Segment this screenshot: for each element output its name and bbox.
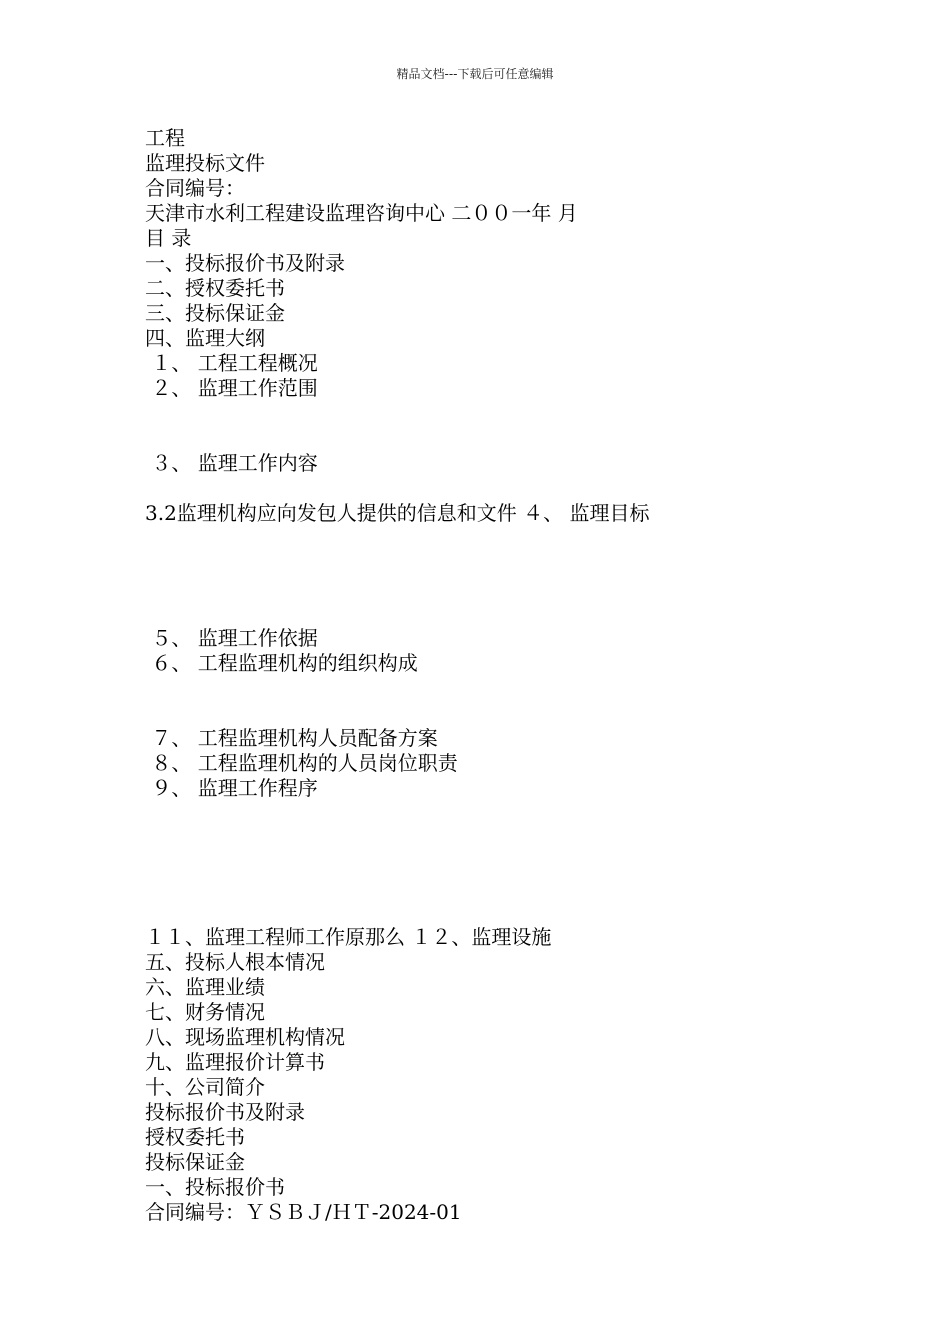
toc-item: 一、投标报价书及附录 <box>145 251 345 275</box>
title-project: 工程 <box>145 126 185 150</box>
toc-subitem: ３、 监理工作内容 <box>145 451 318 475</box>
section-title: 授权委托书 <box>145 1125 245 1149</box>
toc-subitem: ５、 监理工作依据 <box>145 626 318 650</box>
toc-subitem: ９、 监理工作程序 <box>145 776 318 800</box>
issuer-and-date: 天津市水利工程建设监理咨询中心 二００一年 月 <box>145 201 578 225</box>
toc-item: 五、投标人根本情况 <box>145 950 325 974</box>
toc-item: 十、公司简介 <box>145 1075 265 1099</box>
toc-item: 六、监理业绩 <box>145 975 265 999</box>
toc-item: 八、现场监理机构情况 <box>145 1025 345 1049</box>
toc-item: 七、财务情况 <box>145 1000 265 1024</box>
toc-subitem: １、 工程工程概况 <box>145 351 318 375</box>
toc-subitem: ２、 监理工作范围 <box>145 376 318 400</box>
document-body <box>145 126 905 1225</box>
toc-subitem: ６、 工程监理机构的组织构成 <box>145 651 418 675</box>
toc-heading: 目 录 <box>145 226 192 250</box>
section-heading: 一、投标报价书 <box>145 1175 285 1199</box>
toc-item: 四、监理大纲 <box>145 326 265 350</box>
title-bid-document: 监理投标文件 <box>145 151 265 175</box>
toc-subitem: ８、 工程监理机构的人员岗位职责 <box>145 751 458 775</box>
toc-subitem: ７、 工程监理机构人员配备方案 <box>145 726 438 750</box>
section-title: 投标报价书及附录 <box>145 1100 305 1124</box>
toc-item: 二、授权委托书 <box>145 276 285 300</box>
page-header: 精品文档---下载后可任意编辑 <box>396 67 554 81</box>
contract-number: 合同编号：ＹＳＢＪ/ＨＴ-2024-01 <box>145 1200 462 1224</box>
toc-subitem: 3.2监理机构应向发包人提供的信息和文件 ４、 监理目标 <box>145 501 650 525</box>
toc-item: 三、投标保证金 <box>145 301 285 325</box>
toc-item: 九、监理报价计算书 <box>145 1050 325 1074</box>
section-title: 投标保证金 <box>145 1150 245 1174</box>
contract-number-label: 合同编号： <box>145 176 245 200</box>
toc-subitem: １１、监理工程师工作原那么 １２、监理设施 <box>145 925 552 949</box>
